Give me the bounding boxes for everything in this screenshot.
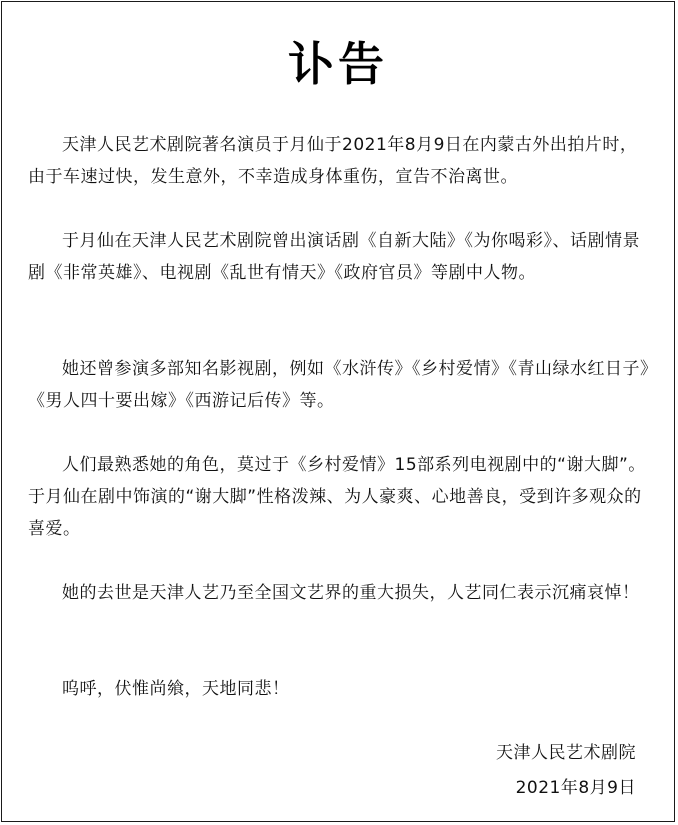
paragraph-stage-roles: 于月仙在天津人民艺术剧院曾出演话剧《自新大陆》《为你喝彩》、话剧情景剧《非常英雄》、电视剧《乱世有情天》《政府官员》等剧中人物。	[28, 231, 640, 283]
obituary-notice	[1, 1, 675, 822]
paragraph-famous-role: 人们最熟悉她的角色，莫过于《乡村爱情》15部系列电视剧中的“谢大脚”。于月仙在剧中饰演的“谢大脚”性格泼辣、为人豪爽、心地善良，受到许多观众的喜爱。	[28, 455, 646, 539]
signature-date: 2021年8月9日	[515, 778, 636, 798]
paragraph-condolence: 她的去世是天津人艺乃至全国文艺界的重大损失，人艺同仁表示沉痛哀悼！	[62, 583, 640, 603]
paragraph-announcement: 天津人民艺术剧院著名演员于月仙于2021年8月9日在内蒙古外出拍片时，由于车速过快，发生意外，不幸造成身体重伤，宣告不治离世。	[28, 135, 638, 187]
paragraph-film-tv-works: 她还曾参演多部知名影视剧，例如《水浒传》《乡村爱情》《青山绿水红日子》《男人四十要出嫁》《西游记后传》等。	[28, 359, 649, 411]
notice-title: 讣告	[288, 37, 388, 91]
paragraph-closing: 呜呼，伏惟尚飨，天地同悲！	[62, 679, 290, 699]
signature-organization: 天津人民艺术剧院	[496, 743, 636, 763]
